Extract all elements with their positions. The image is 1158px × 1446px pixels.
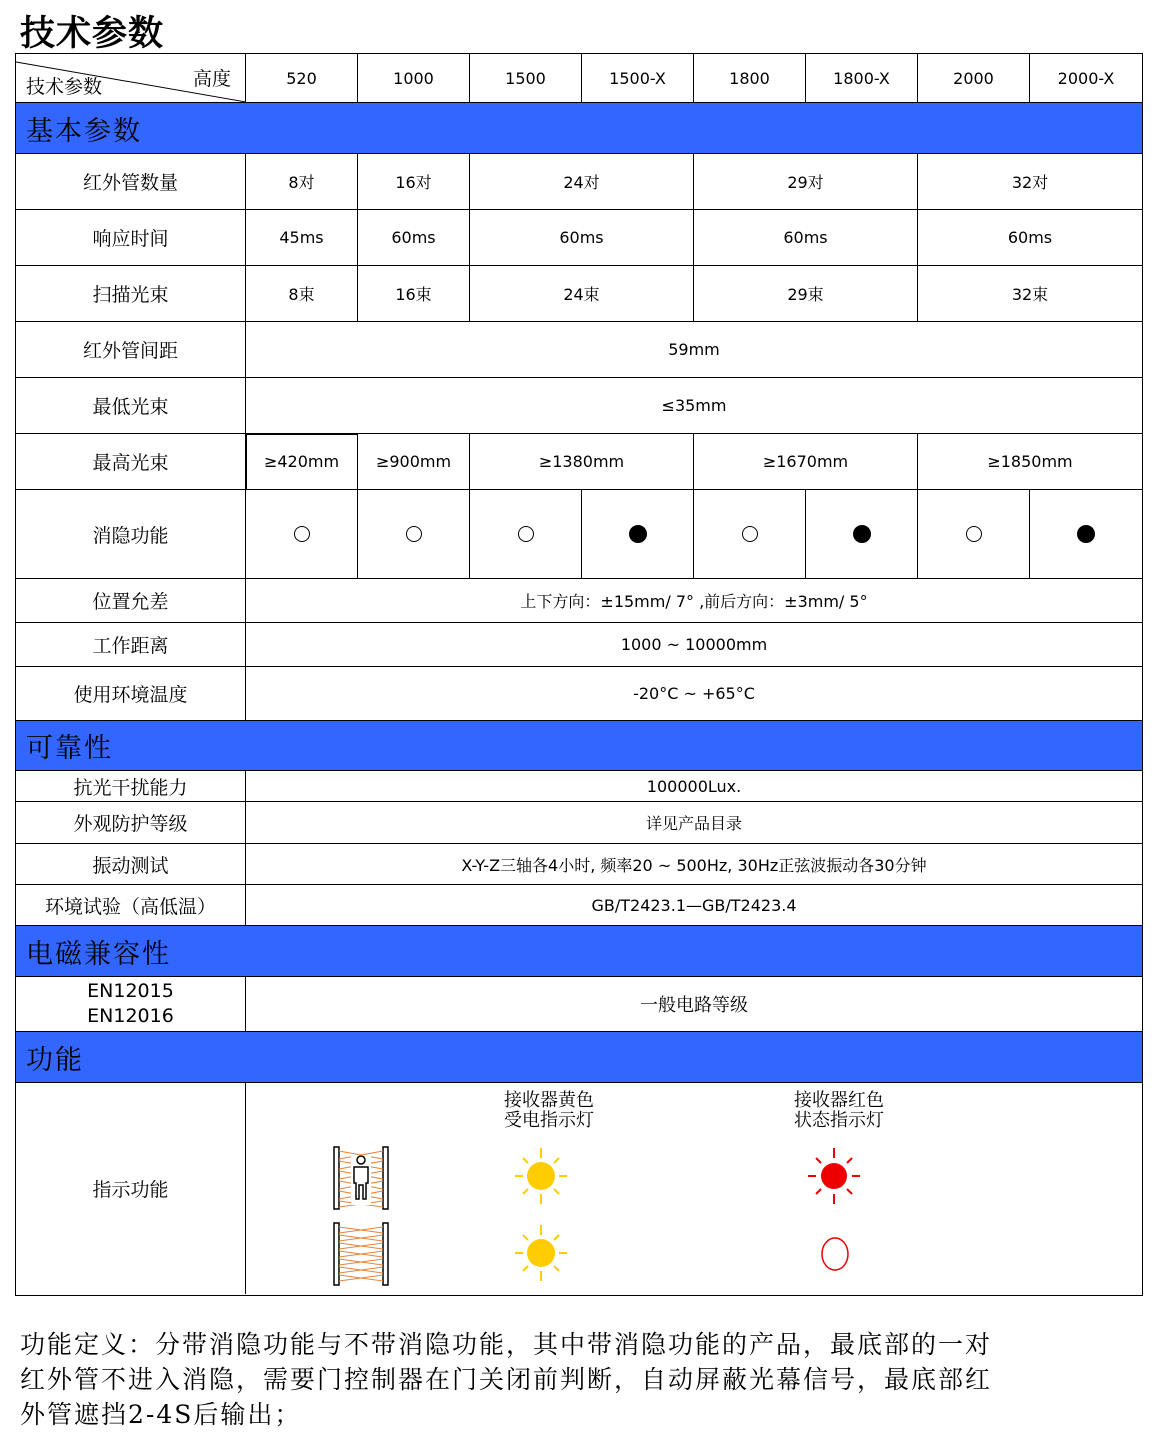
column-header: 1800-X bbox=[806, 54, 918, 103]
blanking-cell bbox=[246, 490, 358, 579]
response-time-value: 60ms bbox=[694, 210, 918, 266]
emc-standard-2: EN12016 bbox=[87, 1005, 174, 1027]
page-title: 技术参数 bbox=[20, 14, 165, 54]
red-caption-line-2: 状态指示灯 bbox=[794, 1110, 884, 1131]
blanking-no-icon bbox=[966, 526, 982, 542]
red-light-off-icon bbox=[819, 1235, 851, 1273]
column-header: 2000-X bbox=[1030, 54, 1142, 103]
red-light-caption bbox=[794, 1091, 884, 1131]
scan-beams-value: 16束 bbox=[358, 266, 470, 322]
red-caption-line-1: 接收器红色 bbox=[794, 1090, 884, 1111]
yellow-light-caption bbox=[504, 1091, 594, 1131]
yellow-caption-line-2: 受电指示灯 bbox=[504, 1110, 594, 1131]
yellow-light-on-icon bbox=[514, 1146, 568, 1206]
function-definition-note bbox=[20, 1327, 1110, 1432]
blanking-cell bbox=[358, 490, 470, 579]
highest-beam-value: ≥1850mm bbox=[918, 434, 1142, 490]
blanking-no-icon bbox=[406, 526, 422, 542]
section-reliability: 可靠性 bbox=[16, 721, 1142, 771]
highest-beam-value: ≥1670mm bbox=[694, 434, 918, 490]
row-label-scan-beams: 扫描光束 bbox=[16, 266, 246, 322]
note-line: 红外管不进入消隐，需要门控制器在门关闭前判断，自动屏蔽光幕信号，最底部红 bbox=[20, 1365, 993, 1394]
column-header: 1500-X bbox=[582, 54, 694, 103]
row-label-working-distance: 工作距离 bbox=[16, 623, 246, 667]
blanking-cell bbox=[918, 490, 1030, 579]
column-header: 1800 bbox=[694, 54, 806, 103]
note-line: 外管遮挡2-4S后输出； bbox=[20, 1400, 302, 1429]
highest-beam-value: ≥1380mm bbox=[470, 434, 694, 490]
lowest-beam-value: ≤35mm bbox=[246, 378, 1142, 434]
vibration-test-value: X-Y-Z三轴各4小时, 频率20 ~ 500Hz, 30Hz正弦波振动各30分钟 bbox=[246, 844, 1142, 885]
scan-beams-value: 29束 bbox=[694, 266, 918, 322]
row-label-blanking: 消隐功能 bbox=[16, 490, 246, 579]
ir-count-value: 32对 bbox=[918, 154, 1142, 210]
scan-beams-value: 24束 bbox=[470, 266, 694, 322]
row-label-highest-beam: 最高光束 bbox=[16, 434, 246, 490]
emc-standard-1: EN12015 bbox=[87, 980, 174, 1002]
section-basic-params: 基本参数 bbox=[16, 103, 1142, 154]
row-label-vibration-test: 振动测试 bbox=[16, 844, 246, 885]
column-header: 1500 bbox=[470, 54, 582, 103]
emc-value: 一般电路等级 bbox=[246, 977, 1142, 1032]
blanking-no-icon bbox=[742, 526, 758, 542]
ir-count-value: 24对 bbox=[470, 154, 694, 210]
row-label-light-interference: 抗光干扰能力 bbox=[16, 771, 246, 802]
ir-count-value: 8对 bbox=[246, 154, 358, 210]
working-distance-value: 1000 ~ 10000mm bbox=[246, 623, 1142, 667]
column-header: 2000 bbox=[918, 54, 1030, 103]
column-header: 1000 bbox=[358, 54, 470, 103]
blanking-cell bbox=[1030, 490, 1142, 579]
highest-beam-value: ≥420mm bbox=[246, 434, 358, 490]
blanking-cell bbox=[694, 490, 806, 579]
row-label-environment-test: 环境试验（高低温） bbox=[16, 885, 246, 926]
red-light-on-icon bbox=[807, 1146, 861, 1206]
section-emc: 电磁兼容性 bbox=[16, 926, 1142, 977]
row-label-response-time: 响应时间 bbox=[16, 210, 246, 266]
indicator-diagram bbox=[246, 1083, 1142, 1294]
blanking-cell bbox=[582, 490, 694, 579]
row-label-ir-count: 红外管数量 bbox=[16, 154, 246, 210]
response-time-value: 45ms bbox=[246, 210, 358, 266]
row-label-position-tolerance: 位置允差 bbox=[16, 579, 246, 623]
row-label-indicator: 指示功能 bbox=[16, 1083, 246, 1294]
row-label-lowest-beam: 最低光束 bbox=[16, 378, 246, 434]
blanking-no-icon bbox=[518, 526, 534, 542]
yellow-caption-line-1: 接收器黄色 bbox=[504, 1090, 594, 1111]
ir-spacing-value: 59mm bbox=[246, 322, 1142, 378]
scan-beams-value: 8束 bbox=[246, 266, 358, 322]
scan-beams-value: 32束 bbox=[918, 266, 1142, 322]
row-label-emc-standards bbox=[16, 977, 246, 1032]
corner-header-cell bbox=[16, 54, 246, 103]
column-header: 520 bbox=[246, 54, 358, 103]
section-function: 功能 bbox=[16, 1032, 1142, 1083]
light-curtain-clear-icon bbox=[332, 1221, 390, 1287]
blanking-no-icon bbox=[294, 526, 310, 542]
light-interference-value: 100000Lux. bbox=[246, 771, 1142, 802]
row-label-temperature: 使用环境温度 bbox=[16, 667, 246, 721]
ir-count-value: 16对 bbox=[358, 154, 470, 210]
row-label-protection-class: 外观防护等级 bbox=[16, 802, 246, 844]
row-label-ir-spacing: 红外管间距 bbox=[16, 322, 246, 378]
blanking-yes-icon bbox=[853, 525, 871, 543]
position-tolerance-value: 上下方向：±15mm/ 7° ,前后方向：±3mm/ 5° bbox=[246, 579, 1142, 623]
environment-test-value: GB/T2423.1—GB/T2423.4 bbox=[246, 885, 1142, 926]
blanking-yes-icon bbox=[629, 525, 647, 543]
blanking-yes-icon bbox=[1077, 525, 1095, 543]
blanking-cell bbox=[470, 490, 582, 579]
corner-height-label: 高度 bbox=[192, 68, 231, 90]
highest-beam-value: ≥900mm bbox=[358, 434, 470, 490]
temperature-value: -20°C ~ +65°C bbox=[246, 667, 1142, 721]
ir-count-value: 29对 bbox=[694, 154, 918, 210]
note-line: 功能定义：分带消隐功能与不带消隐功能，其中带消隐功能的产品，最底部的一对 bbox=[20, 1330, 993, 1359]
response-time-value: 60ms bbox=[918, 210, 1142, 266]
yellow-light-on-icon bbox=[514, 1223, 568, 1283]
protection-class-value: 详见产品目录 bbox=[246, 802, 1142, 844]
response-time-value: 60ms bbox=[470, 210, 694, 266]
light-curtain-blocked-icon bbox=[332, 1145, 390, 1211]
corner-param-label: 技术参数 bbox=[26, 76, 103, 98]
spec-table bbox=[15, 53, 1143, 1296]
response-time-value: 60ms bbox=[358, 210, 470, 266]
blanking-cell bbox=[806, 490, 918, 579]
